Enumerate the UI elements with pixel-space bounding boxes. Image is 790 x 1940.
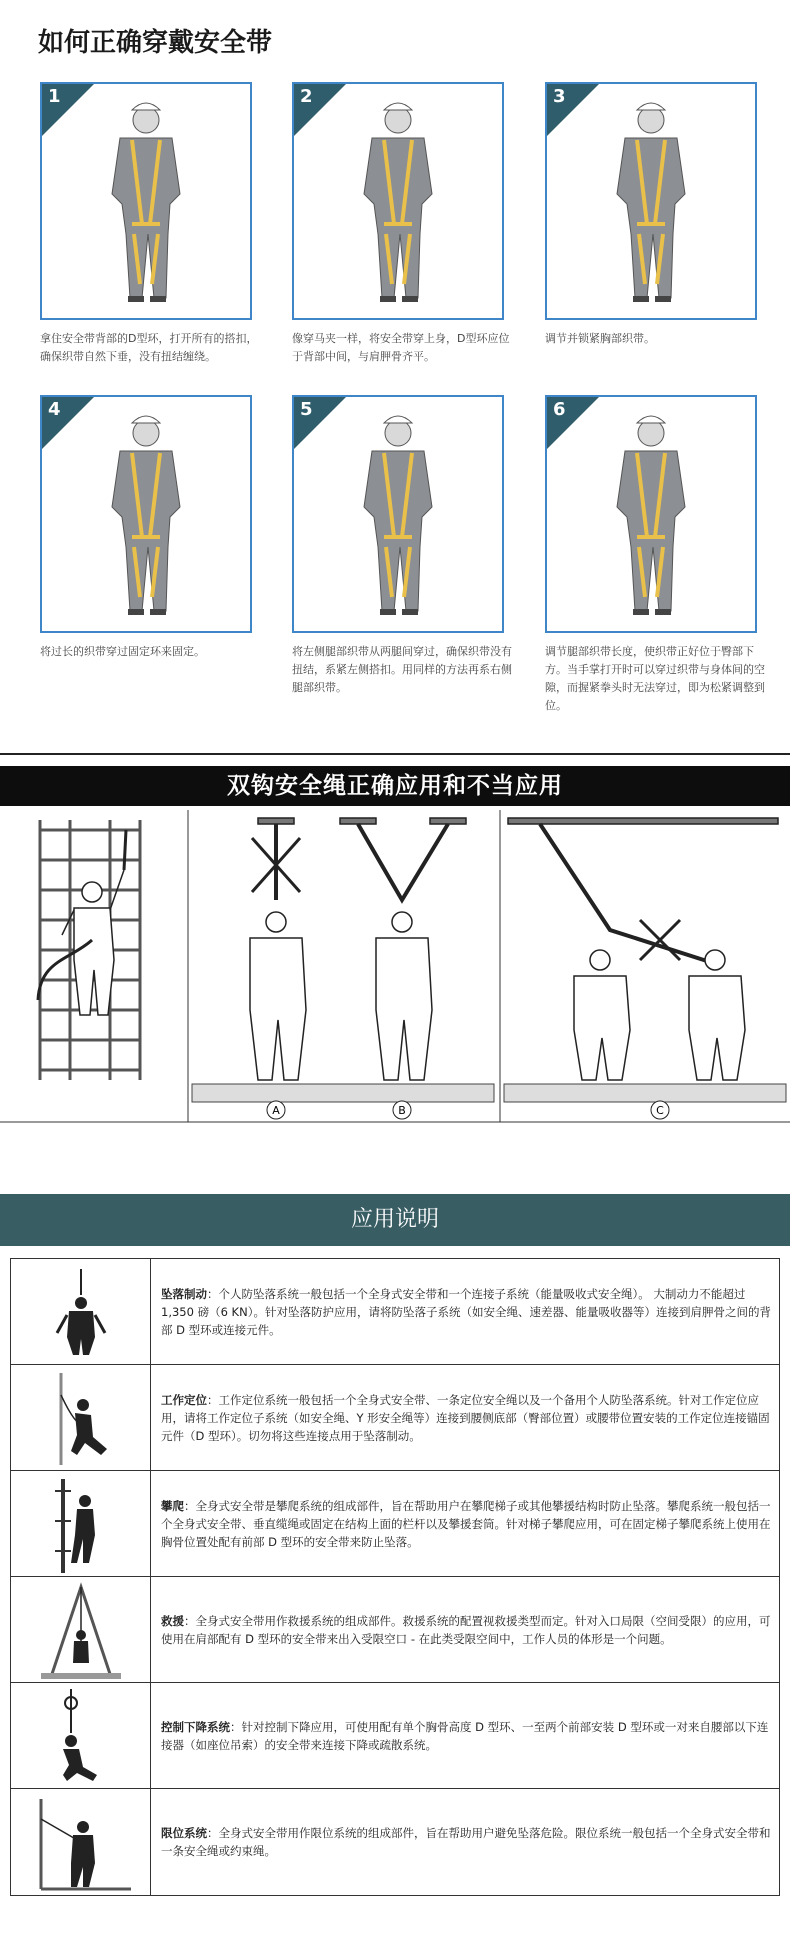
- application-text: [161, 1612, 771, 1648]
- application-term: 限位系统: [161, 1826, 207, 1840]
- step-number: 3: [553, 86, 566, 107]
- step-number: 4: [48, 399, 61, 420]
- application-row: [11, 1577, 779, 1683]
- application-text: [161, 1391, 771, 1445]
- step-number: 5: [300, 399, 313, 420]
- controlled-descent-icon: [11, 1683, 151, 1789]
- application-term: 救援: [161, 1613, 184, 1628]
- label-c: C: [656, 1104, 664, 1117]
- step-description: 调节并锁紧胸部织带。: [545, 332, 655, 345]
- panel-a: [250, 818, 306, 1080]
- step-card: [545, 82, 757, 320]
- application-term: 工作定位: [161, 1392, 207, 1407]
- application-picture: [11, 1789, 151, 1895]
- application-row: [11, 1683, 779, 1789]
- page-title: 如何正确穿戴安全带: [38, 28, 273, 58]
- application-picture: [11, 1683, 151, 1788]
- application-term: 控制下降系统: [161, 1719, 230, 1734]
- application-table: [10, 1258, 780, 1896]
- application-text: [161, 1824, 771, 1860]
- panel-c: [508, 818, 778, 1080]
- double-hook-banner: 双钩安全绳正确应用和不当应用: [0, 766, 790, 806]
- step-card: [545, 395, 757, 633]
- label-b: B: [398, 1104, 406, 1117]
- application-picture: [11, 1577, 151, 1682]
- step-description: 调节腿部织带长度，使织带正好位于臀部下方。当手掌打开时可以穿过织带与身体间的空隙，而握紧拳头时无法穿过，即为松紧调整到位。: [545, 645, 765, 712]
- restraint-icon: [11, 1789, 151, 1895]
- step-number: 2: [300, 86, 313, 107]
- application-description: ：个人防坠落系统一般包括一个全身式安全带和一个连接子系统（能量吸收式安全绳）。 大制动力不能超过 1,350 磅（6 KN）。针对坠落防护应用，请将防坠落子系统（如安全绳、速差器、能量吸收器等）连接到肩胛骨之间的背部 D 型环或连接元件。: [161, 1286, 771, 1337]
- application-description: ：全身式安全带用作限位系统的组成部件，旨在帮助用户避免坠落危险。限位系统一般包括一个全身式安全带和一条安全绳或约束绳。: [161, 1826, 771, 1858]
- application-description: ：工作定位系统一般包括一个全身式安全带、一条定位安全绳以及一个备用个人防坠落系统。针对工作定位应用，请将工作定位子系统（如安全绳、Y 形安全绳等）连接到腰侧底部（臀部位置）或腰带位置安装的工作定位连接锚固元件（D 型环）。切勿将这些连接点用于坠落制动。: [161, 1392, 770, 1443]
- rescue-tripod-icon: [11, 1577, 151, 1683]
- application-term: 坠落制动: [161, 1286, 207, 1301]
- step-card: [292, 82, 504, 320]
- step-description: 将过长的织带穿过固定环来固定。: [40, 645, 205, 658]
- application-picture: [11, 1471, 151, 1576]
- step-description: 像穿马夹一样，将安全带穿上身，D型环应位于背部中间，与肩胛骨齐平。: [292, 332, 510, 363]
- application-text: [161, 1497, 771, 1551]
- step-number: 6: [553, 399, 566, 420]
- application-description: ：针对控制下降应用，可使用配有单个胸骨高度 D 型环、一至两个前部安装 D 型环或一对来自腰部以下连接器（如座位吊索）的安全带来连接下降或疏散系统。: [161, 1719, 769, 1752]
- step-card: [292, 395, 504, 633]
- step-card: [40, 395, 252, 633]
- application-text: [161, 1718, 771, 1754]
- double-hook-illustration: [0, 810, 790, 1130]
- panel-b: [340, 818, 466, 1080]
- section-divider: [0, 753, 790, 755]
- step-card: [40, 82, 252, 320]
- application-row: [11, 1365, 779, 1471]
- climbing-icon: [11, 1471, 151, 1577]
- label-a: A: [272, 1104, 280, 1117]
- application-row: [11, 1259, 779, 1365]
- application-row: [11, 1471, 779, 1577]
- application-notes-banner: 应用说明: [0, 1194, 790, 1246]
- step-description: 拿住安全带背部的D型环，打开所有的搭扣，确保织带自然下垂，没有扭结缠绕。: [40, 332, 258, 363]
- application-description: ：全身式安全带是攀爬系统的组成部件，旨在帮助用户在攀爬梯子或其他攀援结构时防止坠落。攀爬系统一般包括一个全身式安全带、垂直缆绳或固定在结构上面的栏杆以及攀援套筒。针对梯子攀爬应用，可在固定梯子攀爬系统上使用在胸骨位置处配有前部 D 型环的安全带来防止坠落。: [161, 1498, 771, 1549]
- application-picture: [11, 1365, 151, 1470]
- step-description: 将左侧腿部织带从两腿间穿过，确保织带没有扭结，系紧左侧搭扣。用同样的方法再系右侧腿部织带。: [292, 645, 512, 694]
- application-text: [161, 1285, 771, 1339]
- application-row: [11, 1789, 779, 1895]
- application-picture: [11, 1259, 151, 1364]
- fall-arrest-icon: [11, 1259, 151, 1365]
- step-number: 1: [48, 86, 61, 107]
- work-positioning-icon: [11, 1365, 151, 1471]
- application-description: ：全身式安全带用作救援系统的组成部件。救援系统的配置视救援类型而定。针对入口局限（空间受限）的应用，可使用在肩部配有 D 型环的安全带来出入受限空口 - 在此类受限空间中，工作人员的体形是一个问题。: [161, 1613, 771, 1646]
- application-term: 攀爬: [161, 1498, 184, 1513]
